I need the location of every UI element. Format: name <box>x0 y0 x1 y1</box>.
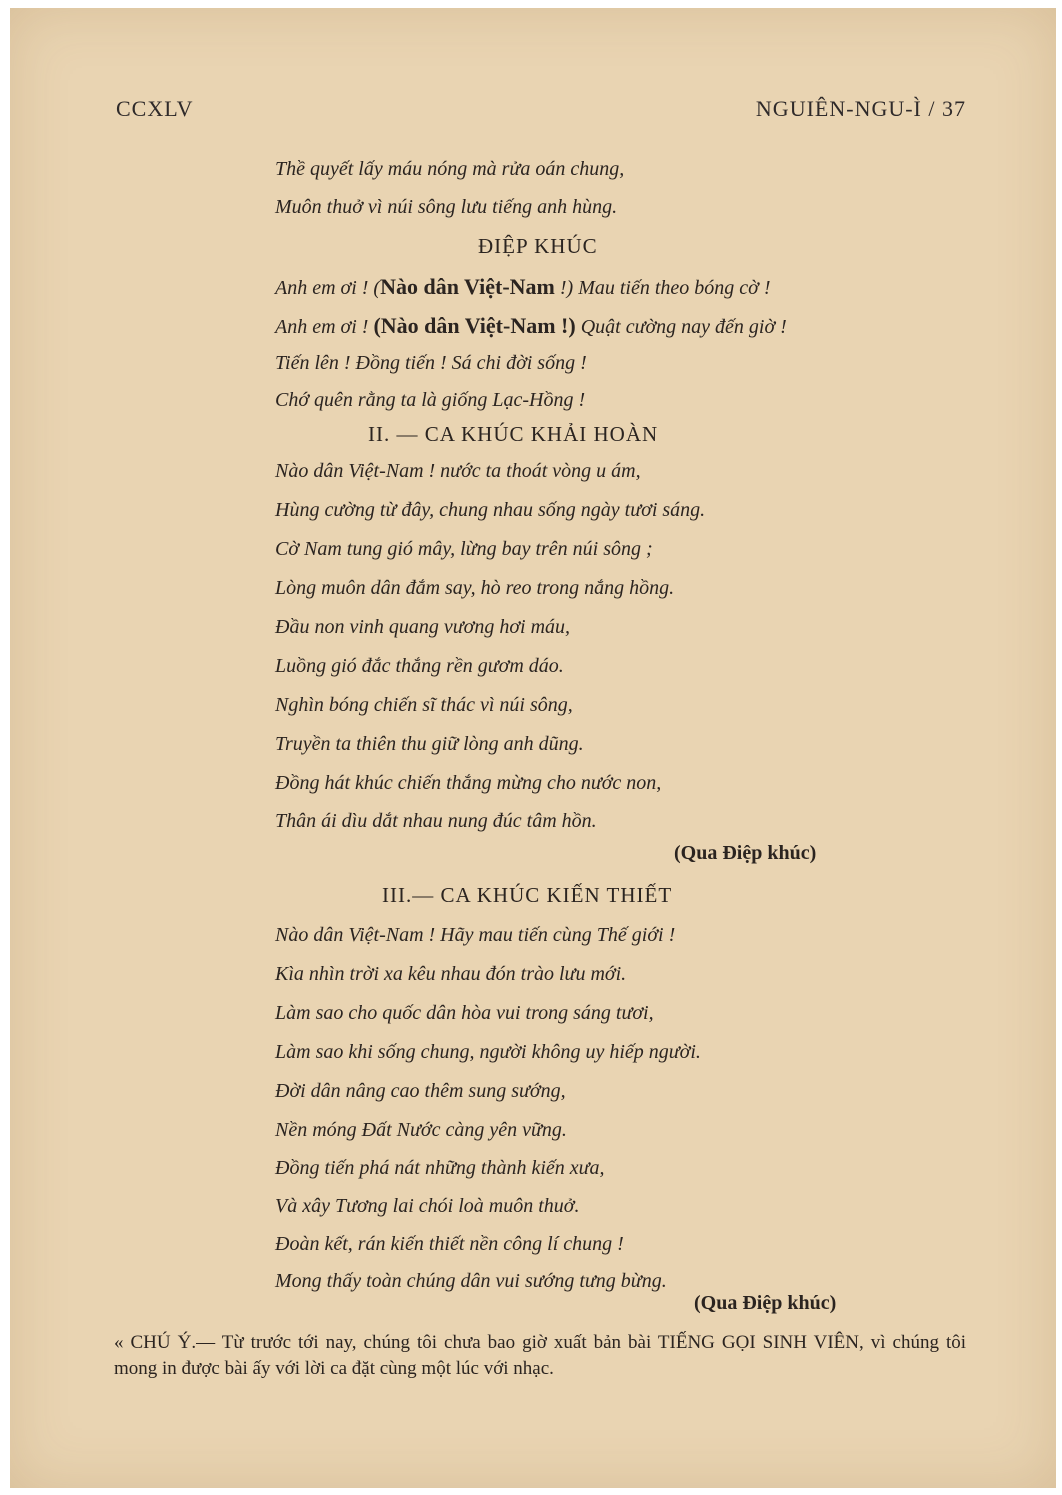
verse-line: Muôn thuở vì núi sông lưu tiếng anh hùng. <box>275 196 618 218</box>
verse-line: Đồng hát khúc chiến thắng mừng cho nước non, <box>275 772 662 794</box>
verse-line: Làm sao khi sống chung, người không uy hiếp người. <box>275 1041 701 1063</box>
verse-line: Luồng gió đắc thắng rền gươm dáo. <box>275 655 564 677</box>
section-2-heading: II. — CA KHÚC KHẢI HOÀN <box>368 422 659 446</box>
verse-line: Đồng tiến phá nát những thành kiến xưa, <box>275 1157 605 1179</box>
verse-line: Và xây Tương lai chói loà muôn thuở. <box>275 1195 580 1217</box>
verse-line: Đầu non vinh quang vương hơi máu, <box>275 616 571 638</box>
chorus-line-bold: (Nào dân Việt-Nam !) <box>373 313 576 338</box>
chorus-line-part: Anh em ơi ! ( <box>275 277 381 299</box>
chorus-line <box>275 274 771 300</box>
chorus-line: Tiến lên ! Đồng tiến ! Sá chi đời sống ! <box>275 352 587 374</box>
chorus-line <box>275 313 787 339</box>
verse-line: Làm sao cho quốc dân hòa vui trong sáng tươi, <box>275 1002 654 1024</box>
verse-line: Nghìn bóng chiến sĩ thác vì núi sông, <box>275 694 573 716</box>
verse-line: Nền móng Đất Nước càng yên vững. <box>275 1119 567 1141</box>
chorus-line-part: !) Mau tiến theo bóng cờ ! <box>554 277 771 299</box>
chorus-line-bold: Nào dân Việt-Nam <box>380 274 555 299</box>
verse-line: Thề quyết lấy máu nóng mà rửa oán chung, <box>275 158 625 180</box>
verse-line: Lòng muôn dân đắm say, hò reo trong nắng hồng. <box>275 577 675 599</box>
verse-line: Nào dân Việt-Nam ! nước ta thoát vòng u ám, <box>275 460 641 482</box>
chorus-reference: (Qua Điệp khúc) <box>674 842 817 864</box>
page-header-left: CCXLV <box>116 96 194 121</box>
chorus-reference: (Qua Điệp khúc) <box>694 1292 837 1314</box>
chorus-line-part: Quật cường nay đến giờ ! <box>575 316 787 338</box>
verse-line: Kìa nhìn trời xa kêu nhau đón trào lưu mới. <box>275 963 627 985</box>
verse-line: Đời dân nâng cao thêm sung sướng, <box>275 1080 566 1102</box>
book-page <box>10 8 1056 1488</box>
footnote: « CHÚ Ý.— Từ trước tới nay, chúng tôi chưa bao giờ xuất bản bài TIẾNG GỌI SINH VIÊN, vì chúng tôi mong in được bài ấy với lời ca đặt cùng một lúc với nhạc. <box>114 1332 966 1379</box>
verse-line: Cờ Nam tung gió mây, lừng bay trên núi sông ; <box>275 538 653 560</box>
chorus-heading: ĐIỆP KHÚC <box>478 234 598 258</box>
verse-line: Mong thấy toàn chúng dân vui sướng tưng bừng. <box>275 1270 667 1292</box>
chorus-line-part: Anh em ơi ! <box>275 316 374 338</box>
verse-line: Đoàn kết, rán kiến thiết nền công lí chung ! <box>275 1233 624 1255</box>
chorus-line: Chớ quên rằng ta là giống Lạc-Hồng ! <box>275 389 586 411</box>
page-header-right: NGUIÊN-NGU-Ì / 37 <box>755 96 966 121</box>
verse-line: Thân ái dìu dắt nhau nung đúc tâm hồn. <box>275 810 597 832</box>
verse-line: Hùng cường từ đây, chung nhau sống ngày tươi sáng. <box>275 499 706 521</box>
section-3-heading: III.— CA KHÚC KIẾN THIẾT <box>382 883 673 907</box>
verse-line: Truyền ta thiên thu giữ lòng anh dũng. <box>275 733 584 755</box>
verse-line: Nào dân Việt-Nam ! Hãy mau tiến cùng Thế giới ! <box>275 924 676 946</box>
